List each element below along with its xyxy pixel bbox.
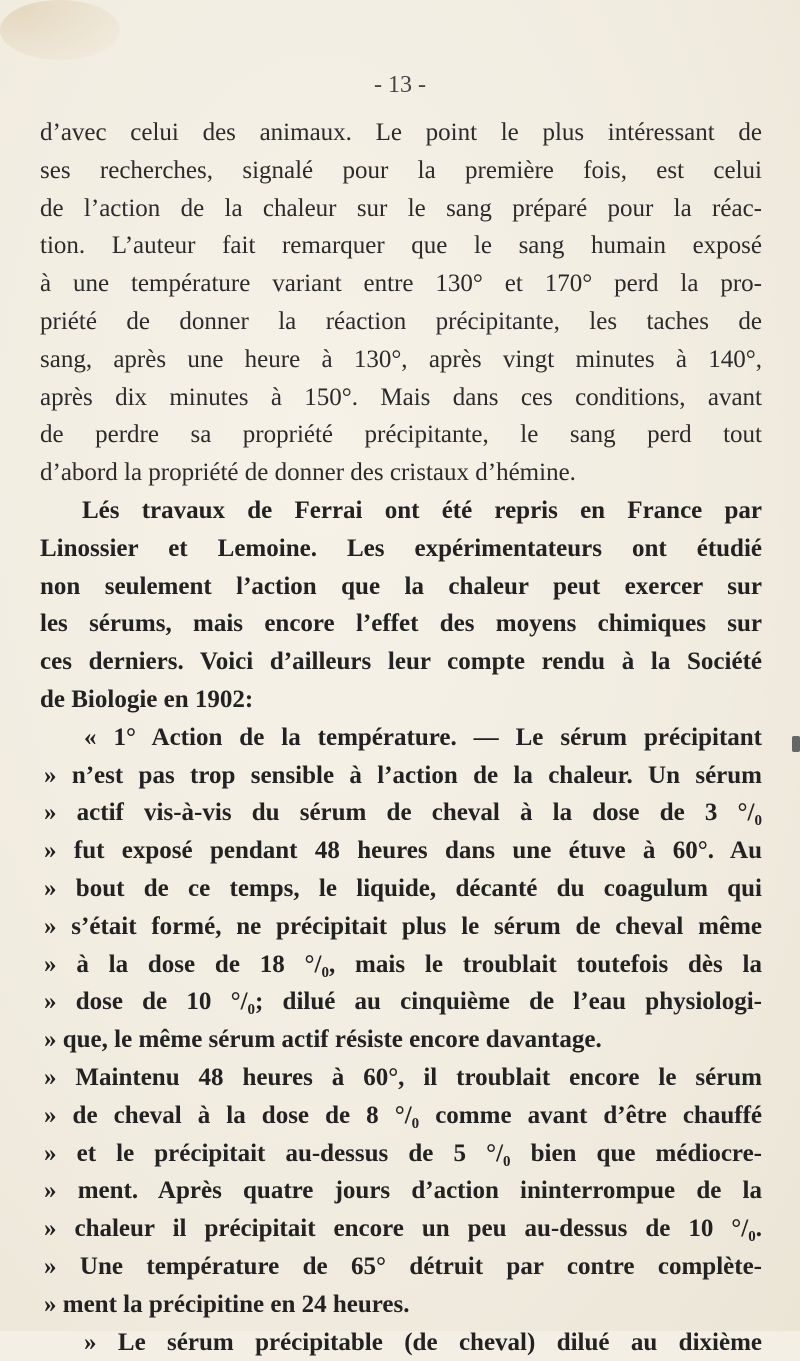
text-line: d’avec celui des animaux. Le point le plus intéressant de: [40, 114, 762, 152]
text-line: de l’action de la chaleur sur le sang préparé pour la réac-: [40, 190, 762, 228]
text-line: sang, après une heure à 130°, après vingt minutes à 140°,: [40, 341, 762, 379]
quote-line: » actif vis-à-vis du sérum de cheval à la dose de 3 °/₀: [40, 794, 762, 832]
quote-line: » ment. Après quatre jours d’action ininterrompue de la: [40, 1172, 762, 1210]
text-line: à une température variant entre 130° et 170° perd la pro-: [40, 265, 762, 303]
paper-stain: [0, 0, 120, 60]
quote-line: » de cheval à la dose de 8 °/₀ comme avant d’être chauffé: [40, 1097, 762, 1135]
text-line: tion. L’auteur fait remarquer que le sang humain exposé: [40, 227, 762, 265]
quote-line: » Le sérum précipitable (de cheval) dilué au dixième: [40, 1324, 762, 1361]
quote-line: » à la dose de 18 °/₀, mais le troublait toutefois dès la: [40, 946, 762, 984]
text-line: priété de donner la réaction précipitante, les taches de: [40, 303, 762, 341]
page-number: - 13 -: [0, 72, 800, 99]
quote-line: » et le précipitait au-dessus de 5 °/₀ bien que médiocre-: [40, 1135, 762, 1173]
paper-stain: [792, 736, 800, 752]
quote-line: » Maintenu 48 heures à 60°, il troublait encore le sérum: [40, 1059, 762, 1097]
text-line: Lés travaux de Ferrai ont été repris en France par: [40, 492, 762, 530]
quote-line: » Une température de 65° détruit par contre complète-: [40, 1248, 762, 1286]
text-line: ses recherches, signalé pour la première fois, est celui: [40, 152, 762, 190]
quote-line: » bout de ce temps, le liquide, décanté du coagulum qui: [40, 870, 762, 908]
quote-line: » ment la précipitine en 24 heures.: [40, 1286, 762, 1324]
text-line: les sérums, mais encore l’effet des moyens chimiques sur: [40, 605, 762, 643]
quote-line: » n’est pas trop sensible à l’action de la chaleur. Un sérum: [40, 757, 762, 795]
quote-line: » chaleur il précipitait encore un peu au-dessus de 10 °/₀.: [40, 1210, 762, 1248]
text-line: non seulement l’action que la chaleur peut exercer sur: [40, 568, 762, 606]
text-line: après dix minutes à 150°. Mais dans ces conditions, avant: [40, 379, 762, 417]
text-line: de perdre sa propriété précipitante, le sang perd tout: [40, 416, 762, 454]
quote-line: » que, le même sérum actif résiste encore davantage.: [40, 1021, 762, 1059]
text-line: d’abord la propriété de donner des cristaux d’hémine.: [40, 454, 762, 492]
quote-line: « 1° Action de la température. — Le sérum précipitant: [40, 719, 762, 757]
text-line: de Biologie en 1902:: [40, 681, 762, 719]
body-text: [40, 114, 762, 1361]
text-line: Linossier et Lemoine. Les expérimentateurs ont étudié: [40, 530, 762, 568]
text-line: ces derniers. Voici d’ailleurs leur compte rendu à la Société: [40, 643, 762, 681]
quote-line: » dose de 10 °/₀; dilué au cinquième de l’eau physiologi-: [40, 983, 762, 1021]
quote-line: » fut exposé pendant 48 heures dans une étuve à 60°. Au: [40, 832, 762, 870]
quote-line: » s’était formé, ne précipitait plus le sérum de cheval même: [40, 908, 762, 946]
